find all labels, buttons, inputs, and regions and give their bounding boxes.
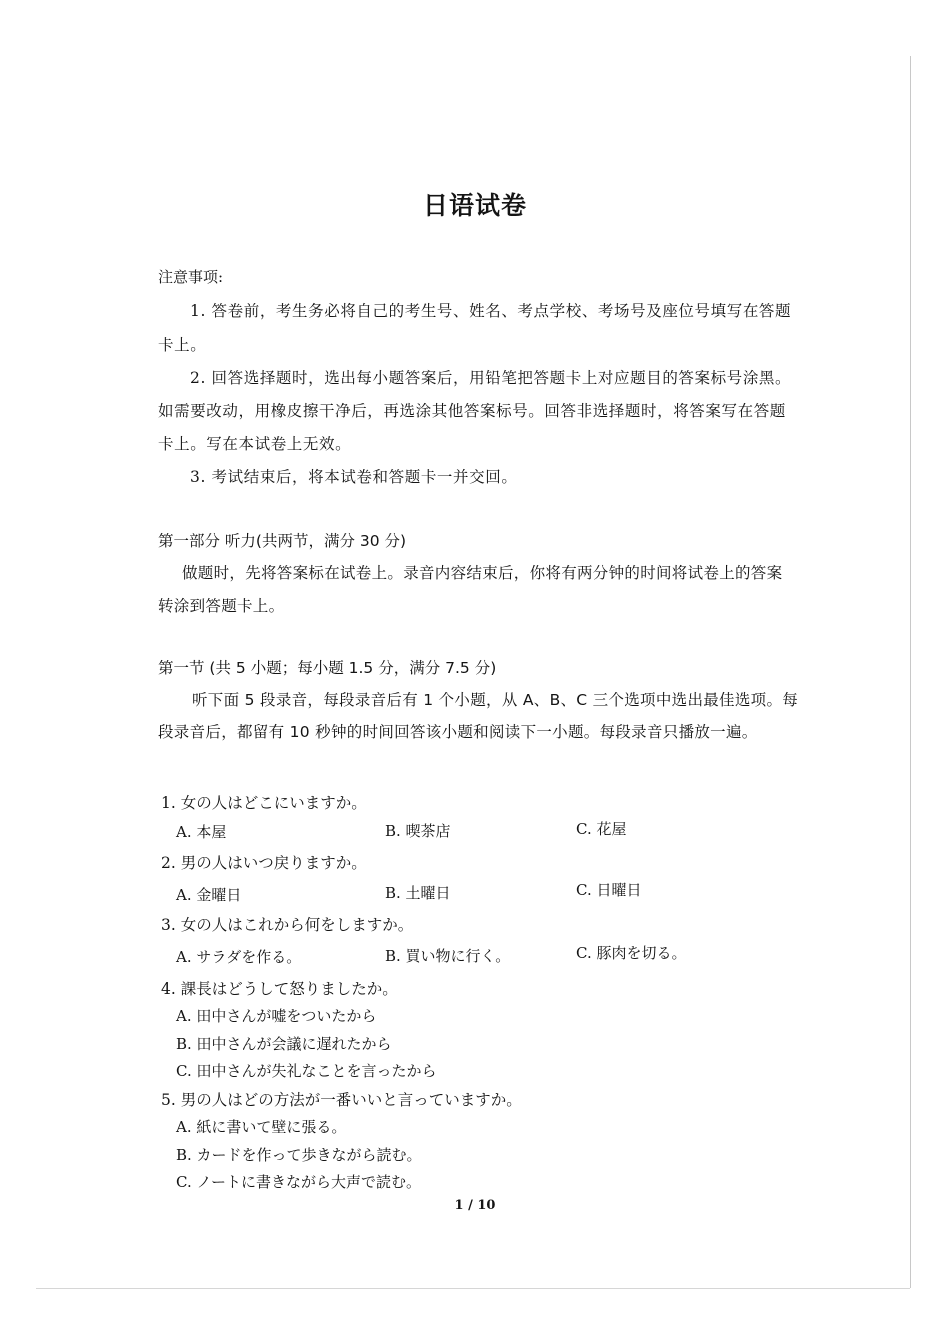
notice-item-2-line-1: 2. 回答选择题时，选出每小题答案后，用铅笔把答题卡上对应题目的答案标号涂黑。 (190, 369, 792, 387)
question-1: 1. 女の人はどこにいますか。 (161, 794, 367, 812)
question-4-option-c: C. 田中さんが失礼なことを言ったから (176, 1062, 437, 1080)
question-5-option-c: C. ノートに書きながら大声で読む。 (176, 1173, 422, 1191)
question-3-option-a: A. サラダを作る。 (176, 948, 302, 966)
notice-item-1-line-1: 1. 答卷前，考生务必将自己的考生号、姓名、考点学校、考场号及座位号填写在答题 (190, 302, 792, 320)
question-1-option-c: C. 花屋 (576, 820, 627, 838)
question-3-option-b: B. 買い物に行く。 (385, 947, 511, 965)
scan-edge-right (910, 56, 911, 1288)
notice-item-1-line-2: 卡上。 (158, 336, 207, 354)
question-4: 4. 課長はどうして怒りましたか。 (161, 980, 398, 998)
part1-heading: 第一部分 听力(共两节，满分 30 分) (158, 532, 407, 550)
page-number: 1 / 10 (454, 1198, 496, 1213)
notice-item-2-line-2: 如需要改动，用橡皮擦干净后，再选涂其他答案标号。回答非选择题时，将答案写在答题 (158, 402, 786, 420)
question-4-option-b: B. 田中さんが会議に遅れたから (176, 1035, 392, 1053)
question-3: 3. 女の人はこれから何をしますか。 (161, 916, 414, 934)
section1-heading: 第一节 (共 5 小题；每小题 1.5 分，满分 7.5 分) (158, 659, 497, 677)
notice-item-3-line-1: 3. 考试结束后，将本试卷和答题卡一并交回。 (190, 468, 518, 486)
question-5-option-b: B. カードを作って歩きながら読む。 (176, 1146, 422, 1164)
question-2-option-b: B. 土曜日 (385, 884, 451, 902)
question-5: 5. 男の人はどの方法が一番いいと言っていますか。 (161, 1091, 522, 1109)
notice-heading: 注意事项: (158, 268, 224, 286)
scan-edge-bottom (36, 1288, 910, 1289)
question-4-option-a: A. 田中さんが嘘をついたから (176, 1007, 377, 1025)
page-title: 日语试卷 (422, 191, 527, 220)
question-3-option-c: C. 豚肉を切る。 (576, 944, 687, 962)
part1-intro-line-1: 做题时，先将答案标在试卷上。录音内容结束后，你将有两分钟的时间将试卷上的答案 (182, 564, 783, 582)
question-1-option-b: B. 喫茶店 (385, 822, 451, 840)
question-2-option-a: A. 金曜日 (176, 886, 242, 904)
section1-intro-line-1: 听下面 5 段录音，每段录音后有 1 个小题，从 A、B、C 三个选项中选出最佳选项。每 (192, 691, 799, 709)
question-1-option-a: A. 本屋 (176, 823, 227, 841)
question-2: 2. 男の人はいつ戻りますか。 (161, 854, 367, 872)
question-5-option-a: A. 紙に書いて壁に張る。 (176, 1118, 347, 1136)
notice-item-2-line-3: 卡上。写在本试卷上无效。 (158, 435, 352, 453)
part1-intro-line-2: 转涂到答题卡上。 (158, 597, 285, 615)
section1-intro-line-2: 段录音后，都留有 10 秒钟的时间回答该小题和阅读下一小题。每段录音只播放一遍。 (158, 723, 758, 741)
question-2-option-c: C. 日曜日 (576, 881, 642, 899)
